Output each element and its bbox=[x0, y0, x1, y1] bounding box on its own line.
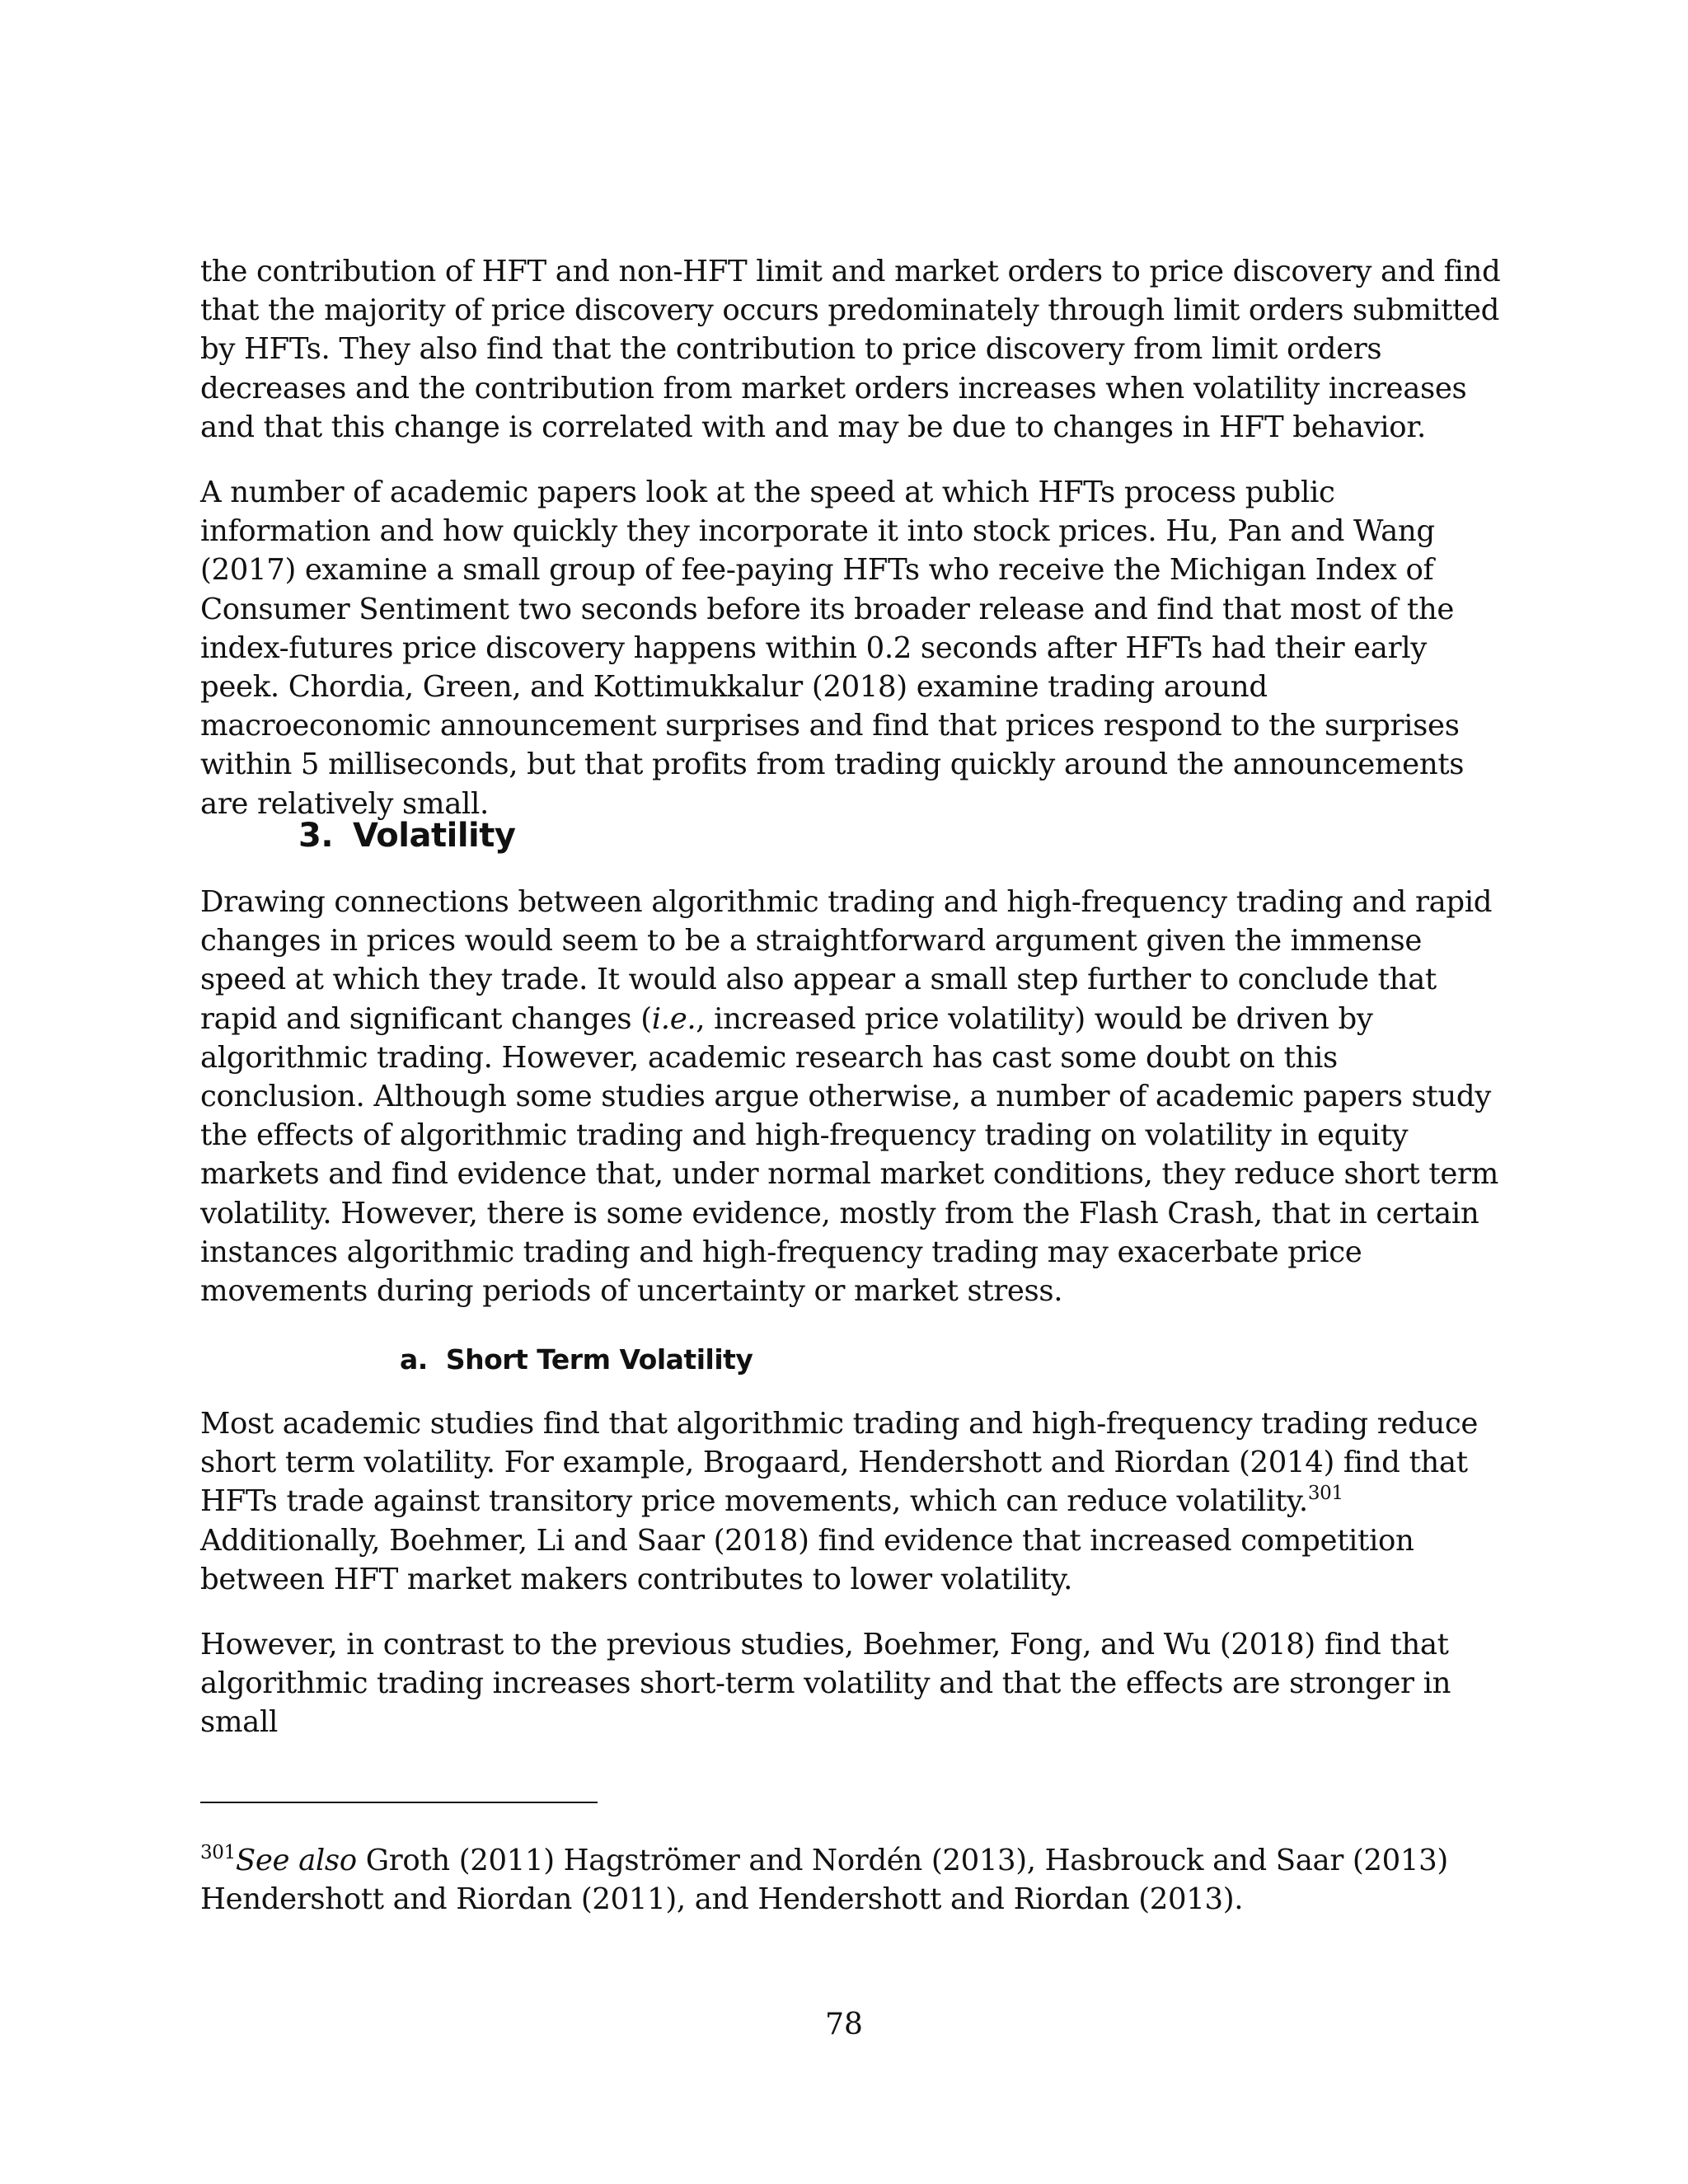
footnote-text: Groth (2011) Hagströmer and Nordén (2013), Hasbrouck and Saar (2013) Hendershott and Riordan (2011), and Hendershott and Riordan (2013). bbox=[200, 1844, 1448, 1917]
paragraph-text: A number of academic papers look at the speed at which HFTs process public information and how quickly they incorporate it into stock prices. Hu, Pan and Wang (2017) examine a small group of fee-paying HFTs who receive the Michigan Index of Consumer Sentiment two seconds before its broader release and find that most of the index-futures price discovery happens within 0.2 seconds after HFTs had their early peek. Chordia, Green, and Kottimukkalur (2018) examine trading around macroeconomic announcement surprises and find that prices respond to the surprises within 5 milliseconds, but that profits from trading quickly around the announcements are relatively small. bbox=[200, 476, 1465, 821]
footnote-italic: See also bbox=[235, 1844, 357, 1877]
page-number: 78 bbox=[825, 2008, 863, 2041]
paragraph-contrast-studies bbox=[200, 1625, 1503, 1742]
paragraph-text: , increased price volatility) would be driven by algorithmic trading. However, academic research has cast some doubt on this conclusion. Although some studies argue otherwise, a number of academic papers study the effects of algorithmic trading and high-frequency trading on volatility in equity markets and find evidence that, under normal market conditions, they reduce short term volatility. However, there is some evidence, mostly from the Flash Crash, that in certain instances algorithmic trading and high-frequency trading may exacerbate price movements during periods of uncertainty or market stress. bbox=[200, 1001, 1498, 1309]
paragraph-text: However, in contrast to the previous studies, Boehmer, Fong, and Wu (2018) find that algorithmic trading increases short-term volatility and that the effects are stronger in small bbox=[200, 1628, 1451, 1740]
paragraph-text: Additionally, Boehmer, Li and Saar (2018) find evidence that increased competition between HFT market makers contributes to lower volatility. bbox=[200, 1523, 1414, 1596]
subsection-title: Short Term Volatility bbox=[445, 1343, 753, 1376]
paragraph-volatility-intro bbox=[200, 883, 1503, 1310]
section-number: 3. bbox=[298, 817, 334, 855]
paragraph-short-term-volatility bbox=[200, 1404, 1503, 1599]
paragraph-text: Drawing connections between algorithmic trading and high-frequency trading and rapid changes in prices would seem to be a straightforward argument given the immense speed at which they trade. It would also appear a small step further to conclude that rapid and significant changes ( bbox=[200, 885, 1493, 1036]
subsection-letter: a. bbox=[400, 1343, 428, 1376]
footnote-301 bbox=[200, 1841, 1503, 1919]
paragraph-price-discovery bbox=[200, 252, 1503, 447]
subsection-heading-short-term-volatility bbox=[400, 1342, 753, 1378]
footnote-divider bbox=[200, 1802, 598, 1803]
italic-ie: i.e. bbox=[651, 1001, 696, 1036]
footnote-number: 301 bbox=[200, 1842, 236, 1863]
footnote-reference[interactable]: 301 bbox=[1307, 1483, 1343, 1505]
paragraph-hft-speed bbox=[200, 473, 1503, 823]
paragraph-text: Most academic studies find that algorithmic trading and high-frequency trading reduce short term volatility. For example, Brogaard, Hendershott and Riordan (2014) find that HFTs trade against transitory price movements, which can reduce volatility. bbox=[200, 1407, 1479, 1519]
section-title: Volatility bbox=[353, 817, 516, 855]
section-heading-volatility bbox=[298, 814, 515, 857]
paragraph-text: the contribution of HFT and non-HFT limit and market orders to price discovery and find that the majority of price discovery occurs predominately through limit orders submitted by HFTs. They also find that the contribution to price discovery from limit orders decreases and the contribution from market orders increases when volatility increases and that this change is correlated with and may be due to changes in HFT behavior. bbox=[200, 255, 1501, 444]
